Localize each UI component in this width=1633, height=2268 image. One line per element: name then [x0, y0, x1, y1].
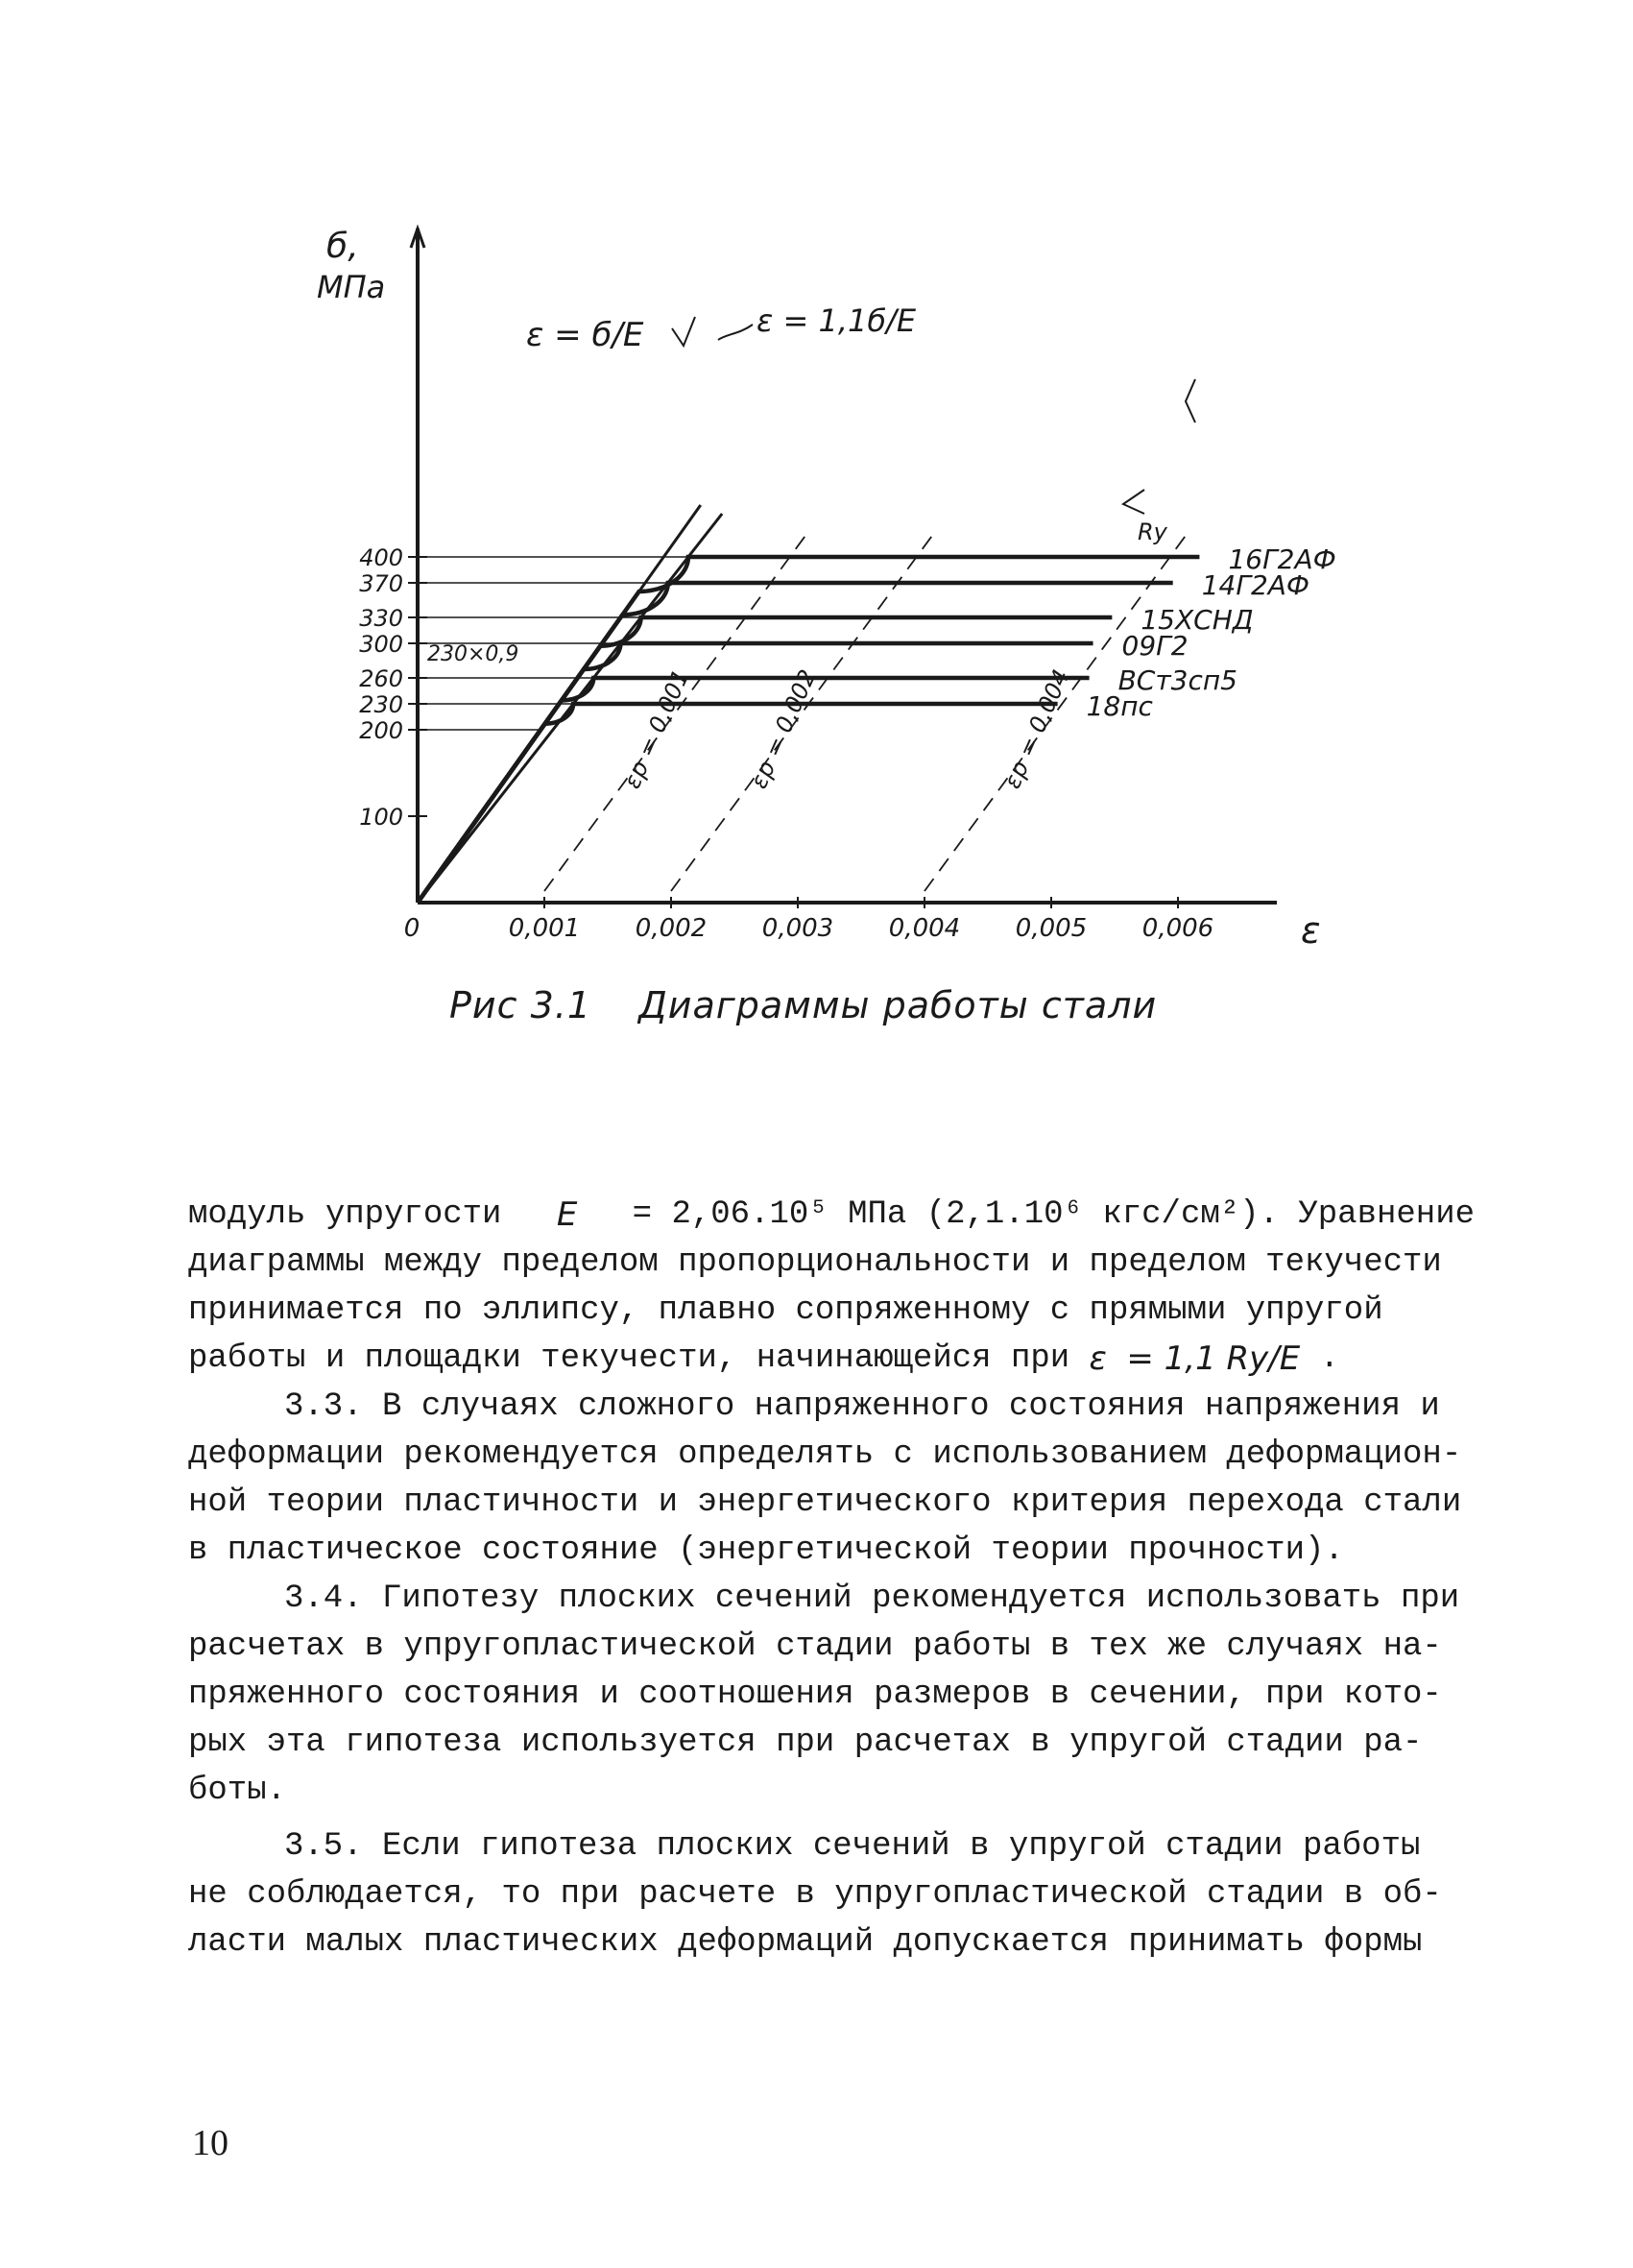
- text-segment: .: [1319, 1340, 1339, 1377]
- text-line: [188, 1239, 1475, 1287]
- ellipse-label-leader: [718, 325, 753, 340]
- text-line: [188, 1918, 1475, 1966]
- series-label: 16Г2АФ: [1228, 543, 1336, 575]
- modulus-symbol: Е: [556, 1195, 578, 1234]
- plastic-strain-label: εр = 0,002: [745, 665, 822, 793]
- y-axis-label-unit: МПа: [317, 269, 386, 305]
- plastic-strain-label: εр = 0,001: [618, 665, 695, 793]
- series-label: ВСт3сп5: [1117, 664, 1238, 696]
- series-label: 15ХСНД: [1141, 604, 1254, 636]
- text-segment: пряженного состояния и соотношения размеров в сечении, при кото-: [188, 1677, 1442, 1713]
- y-tick-label: 230: [359, 691, 403, 718]
- series-label: 18пс: [1086, 690, 1153, 722]
- text-line: [188, 1767, 1475, 1815]
- formula: = 1,1 Ry/Е: [1126, 1339, 1301, 1378]
- figure-number: Рис 3.1: [449, 984, 592, 1026]
- yield-curve: [418, 704, 1058, 903]
- elastic-line-label: ε = б/Е: [526, 316, 644, 354]
- text-line: [188, 1383, 1475, 1431]
- text-line: [188, 1623, 1475, 1671]
- text-segment: модуль упругости: [188, 1196, 502, 1233]
- text-segment: в пластическое состояние (энергетической теории прочности).: [188, 1532, 1344, 1569]
- yield-curve: [418, 678, 1090, 903]
- x-tick-label: 0,002: [635, 914, 708, 943]
- text-segment: боты.: [188, 1773, 287, 1809]
- y-axis-label-symbol: б,: [326, 227, 359, 266]
- elastic-label-leader: [672, 317, 695, 346]
- x-axis-label: ε: [1301, 909, 1321, 952]
- stress-strain-chart: [0, 0, 1633, 960]
- text-segment: = 2,06.10⁵ МПа (2,1.10⁶ кгс/см²). Уравнение: [632, 1196, 1475, 1233]
- x-tick-label: 0,005: [1015, 914, 1088, 943]
- page-number: 10: [192, 2123, 228, 2163]
- series-label: 09Г2: [1121, 630, 1189, 662]
- x-tick-label: 0: [403, 914, 420, 943]
- text-segment: 3.3. В случаях сложного напряженного состояния напряжения и: [284, 1388, 1440, 1425]
- series-label: 14Г2АФ: [1201, 569, 1310, 601]
- strain-symbol: ε: [1089, 1339, 1107, 1378]
- text-segment: деформации рекомендуется определять с использованием деформацион-: [188, 1436, 1462, 1473]
- text-segment: работы и площадки текучести, начинающейся при: [188, 1340, 1070, 1377]
- x-tick-label: 0,003: [761, 914, 834, 943]
- text-line: [188, 1822, 1475, 1870]
- series-brace: [1186, 379, 1195, 422]
- text-segment: ной теории пластичности и энергетического критерия перехода стали: [188, 1484, 1462, 1521]
- text-segment: 3.5. Если гипотеза плоских сечений в упругой стадии работы: [284, 1828, 1421, 1865]
- x-tick-label: 0,004: [888, 914, 961, 943]
- y-tick-label: 200: [359, 717, 403, 744]
- text-segment: принимается по эллипсу, плавно сопряженному с прямыми упругой: [188, 1292, 1383, 1329]
- text-line: [188, 1527, 1475, 1575]
- y-tick-label: 100: [359, 804, 403, 831]
- ellipse-end-line-label: ε = 1,1б/Е: [756, 302, 917, 339]
- text-line: [188, 1575, 1475, 1623]
- y-tick-label: 260: [359, 665, 403, 692]
- text-segment: диаграммы между пределом пропорциональности и пределом текучести: [188, 1244, 1442, 1281]
- text-line: [188, 1870, 1475, 1918]
- text-line: [188, 1191, 1475, 1239]
- text-segment: ласти малых пластических деформаций допускается принимать формы: [188, 1924, 1423, 1961]
- text-line: [188, 1335, 1475, 1383]
- ry-label: Ry: [1138, 519, 1167, 545]
- figure-title: Диаграммы работы стали: [638, 984, 1158, 1026]
- label-leader-lines: [672, 317, 1195, 514]
- y-tick-label: 300: [359, 631, 403, 658]
- x-tick-label: 0,001: [508, 914, 581, 943]
- text-segment: 3.4. Гипотезу плоских сечений рекомендуется использовать при: [284, 1580, 1460, 1617]
- text-line: [188, 1287, 1475, 1335]
- body-text: [188, 1191, 1475, 1966]
- y-tick-label: 370: [359, 570, 403, 597]
- text-line: [188, 1719, 1475, 1767]
- figure-caption: [449, 984, 1179, 1026]
- text-line: [188, 1479, 1475, 1527]
- text-segment: не соблюдается, то при расчете в упругопластической стадии в об-: [188, 1876, 1442, 1913]
- text-line: [188, 1671, 1475, 1719]
- text-segment: расчетах в упругопластической стадии работы в тех же случаях на-: [188, 1629, 1442, 1665]
- ry-brace: [1123, 490, 1144, 514]
- text-segment: рых эта гипотеза используется при расчетах в упругой стадии ра-: [188, 1725, 1423, 1761]
- text-line: [188, 1431, 1475, 1479]
- plastic-strain-label: εр = 0,004: [998, 665, 1075, 793]
- y-tick-label: 330: [359, 605, 403, 632]
- x-tick-label: 0,006: [1141, 914, 1214, 943]
- proportional-limit-label: 230×0,9: [427, 642, 519, 666]
- y-tick-label: 400: [359, 544, 403, 571]
